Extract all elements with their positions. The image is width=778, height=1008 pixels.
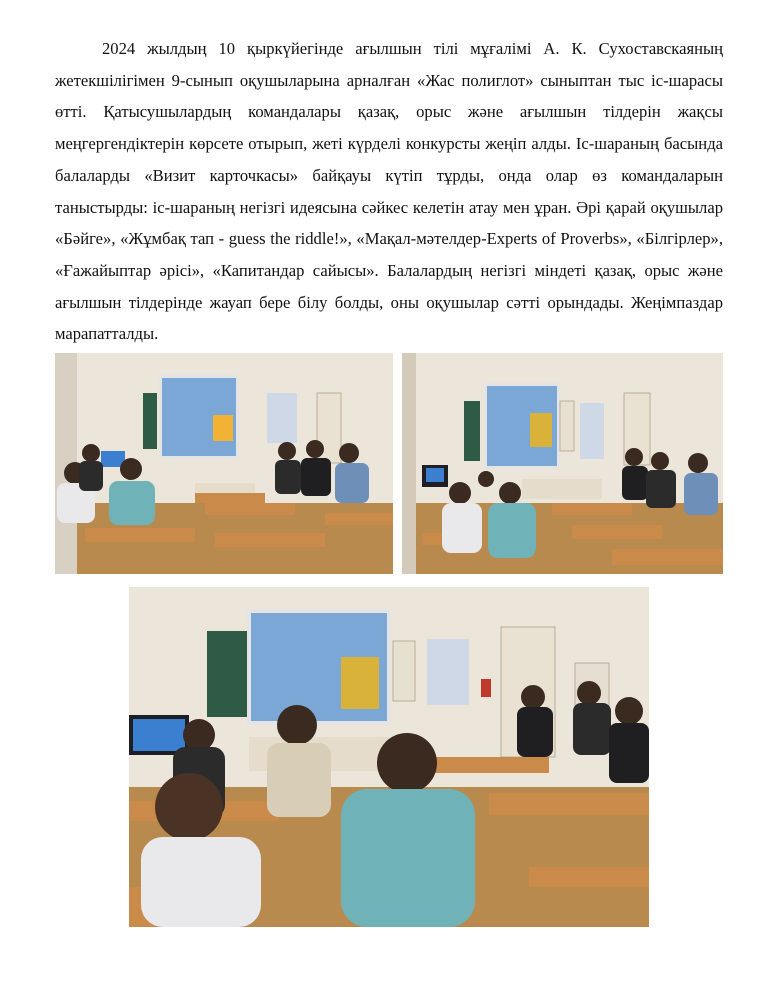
photo-classroom-3 xyxy=(129,587,649,927)
photo-classroom-1 xyxy=(55,353,393,574)
photo-classroom-2 xyxy=(402,353,723,574)
article-paragraph: 2024 жылдың 10 қыркүйегінде ағылшын тілі мұғалімі А. К. Сухоставскаяның жетекшілігімен 9-сынып оқушыларына арналған «Жас полиглот» сыныптан тыс іс-шарасы өтті. Қатысушылардың командалары қазақ, орыс және ағылшын тілдерін жақсы меңгергендіктерін көрсете отырып, жеті күрделі конкурсты жеңіп алды. Іс-шараның басында балаларды «Визит карточкасы» байқауы күтіп тұрды, онда олар өз командаларын таныстырды: іс-шараның негізгі идеясына сәйкес келетін атау мен ұран. Әрі қарай оқушылар «Бәйге», «Жұмбақ тап - guess the riddle!», «Мақал-мәтелдер-Experts of Proverbs», «Білгірлер», «Ғажайыптар әрісі», «Капитандар сайысы». Балалардың негізгі міндеті қазақ, орыс және ағылшын тілдерінде жауап бере білу болды, оны оқушылар сәтті орындады. Жеңімпаздар марапатталды. xyxy=(55,39,723,344)
